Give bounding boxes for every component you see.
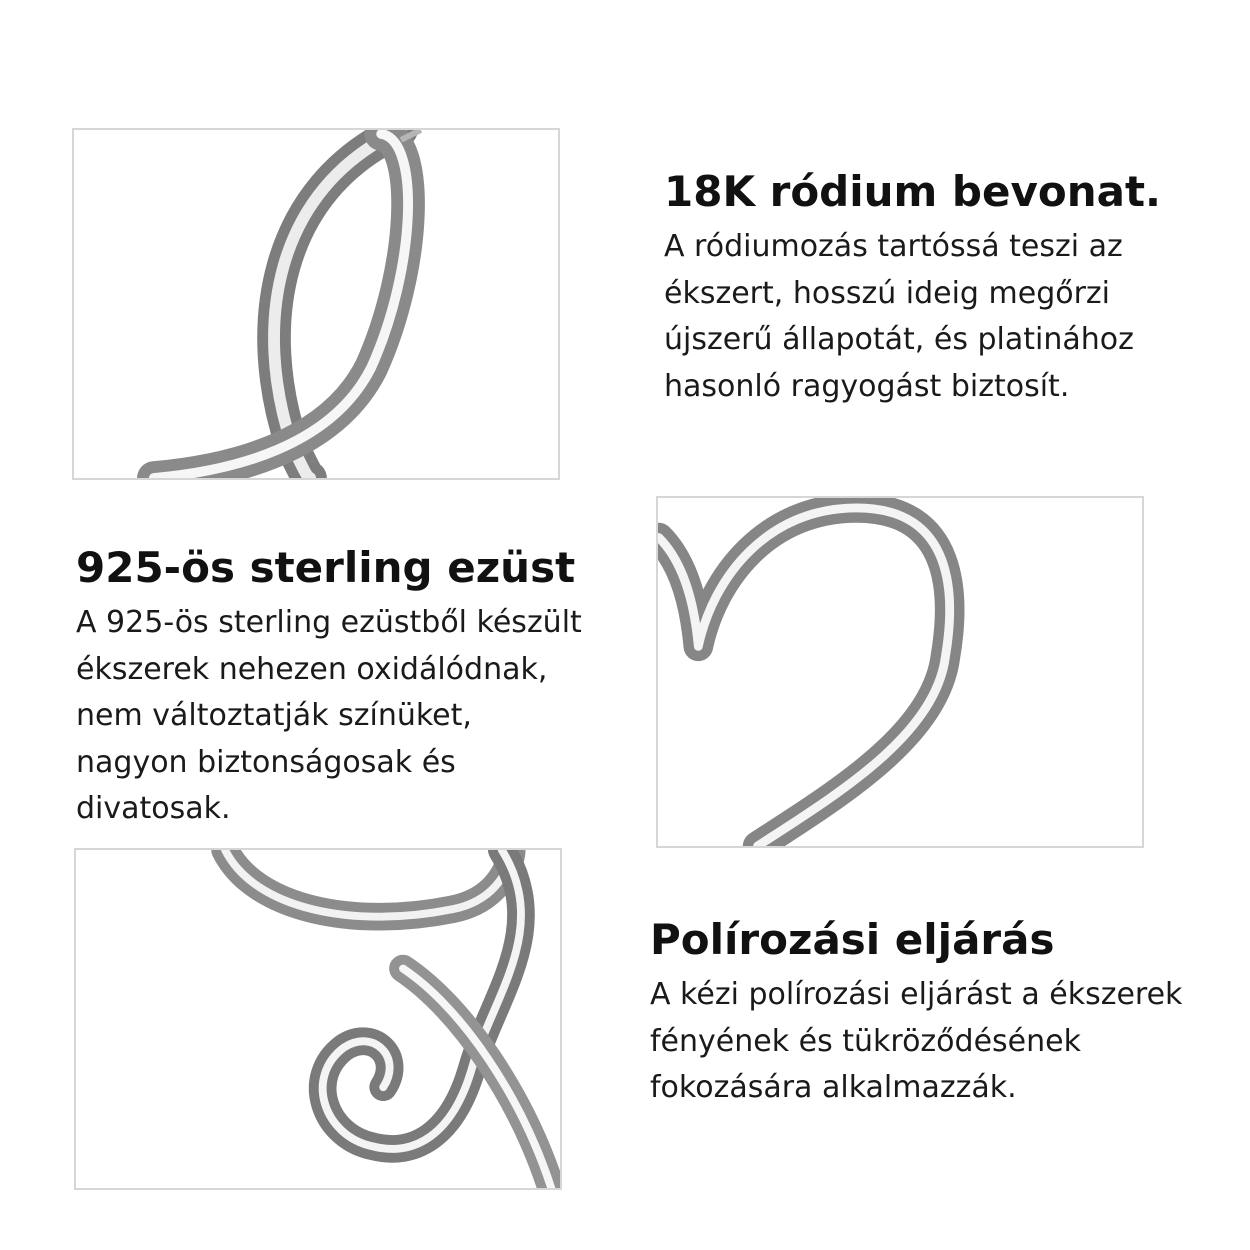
silver-loop-image bbox=[74, 130, 558, 478]
text-line: fényének és tükröződésének bbox=[650, 1023, 1081, 1059]
feature-polishing-text bbox=[650, 972, 1182, 1112]
text-line: A ródiumozás tartóssá teszi az bbox=[664, 229, 1123, 265]
text-line: divatosak. bbox=[76, 791, 231, 827]
feature-rhodium bbox=[664, 168, 1161, 410]
text-line: A 925-ös sterling ezüstből készült bbox=[76, 605, 582, 641]
text-line: nagyon biztonságosak és bbox=[76, 744, 456, 780]
text-line: nem változtatják színüket, bbox=[76, 698, 472, 734]
text-line: újszerű állapotát, és platinához bbox=[664, 322, 1134, 358]
silver-swirl-image bbox=[76, 850, 560, 1188]
silver-swirl-photo bbox=[74, 848, 562, 1190]
text-line: fokozására alkalmazzák. bbox=[650, 1070, 1017, 1106]
silver-heart-photo bbox=[656, 496, 1144, 848]
feature-sterling bbox=[76, 544, 582, 833]
silver-heart-image bbox=[658, 498, 1142, 846]
text-line: ékszert, hosszú ideig megőrzi bbox=[664, 275, 1111, 311]
text-line: ékszerek nehezen oxidálódnak, bbox=[76, 651, 548, 687]
feature-sterling-text bbox=[76, 600, 582, 833]
feature-polishing bbox=[650, 916, 1182, 1112]
text-line: A kézi polírozási eljárást a ékszerek bbox=[650, 977, 1183, 1013]
text-line: hasonló ragyogást biztosít. bbox=[664, 368, 1070, 404]
feature-rhodium-title: 18K ródium bevonat. bbox=[664, 167, 1161, 216]
feature-polishing-title: Polírozási eljárás bbox=[650, 915, 1055, 964]
silver-loop-photo bbox=[72, 128, 560, 480]
feature-rhodium-text bbox=[664, 224, 1161, 410]
feature-sterling-title: 925-ös sterling ezüst bbox=[76, 543, 576, 592]
